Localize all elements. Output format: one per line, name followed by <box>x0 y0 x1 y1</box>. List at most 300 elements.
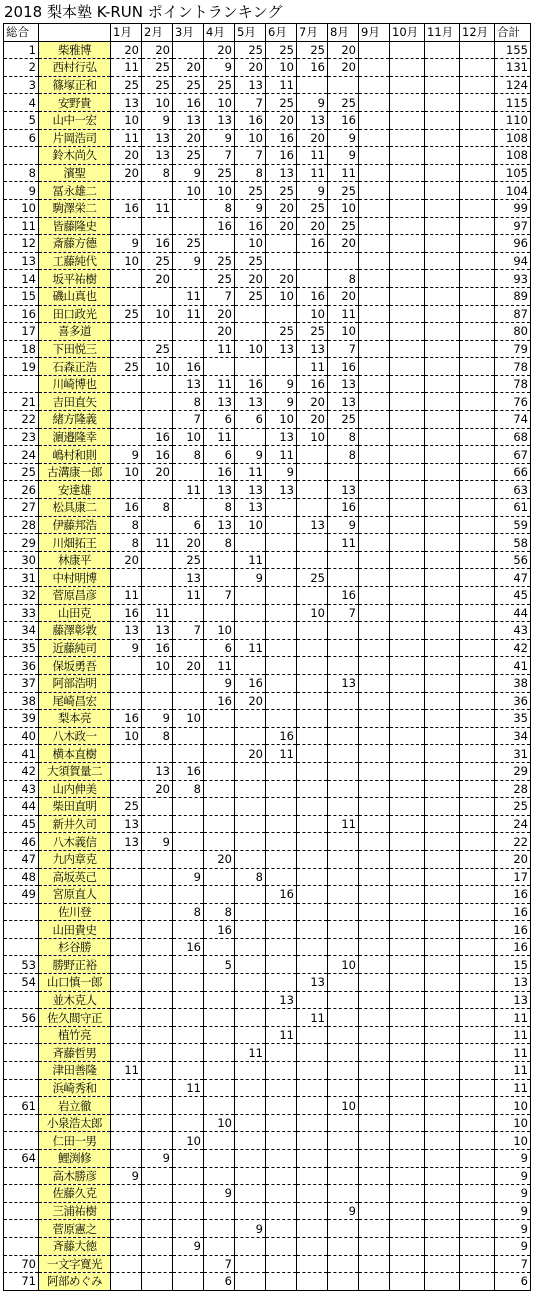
name-cell: 片岡浩司 <box>39 129 111 147</box>
total-cell: 56 <box>495 551 531 569</box>
month-points-cell <box>111 375 142 393</box>
month-points-cell: 11 <box>173 305 204 323</box>
month-points-cell: 6 <box>204 1273 235 1291</box>
month-points-cell <box>390 59 425 77</box>
month-points-cell <box>425 1150 460 1168</box>
month-points-cell <box>425 569 460 587</box>
month-points-cell <box>328 1185 359 1203</box>
month-points-cell <box>425 692 460 710</box>
column-header: 9月 <box>359 24 390 42</box>
month-points-cell: 16 <box>204 217 235 235</box>
month-points-cell <box>297 551 328 569</box>
month-points-cell: 13 <box>328 393 359 411</box>
month-points-cell <box>425 762 460 780</box>
month-points-cell <box>460 657 495 675</box>
month-points-cell <box>359 164 390 182</box>
month-points-cell <box>460 411 495 429</box>
month-points-cell: 13 <box>111 622 142 640</box>
month-points-cell <box>235 1202 266 1220</box>
month-points-cell <box>425 340 460 358</box>
month-points-cell <box>111 1132 142 1150</box>
month-points-cell <box>359 1097 390 1115</box>
month-points-cell <box>390 991 425 1009</box>
name-cell: 高木勝彦 <box>39 1167 111 1185</box>
month-points-cell <box>297 956 328 974</box>
month-points-cell: 25 <box>266 94 297 112</box>
month-points-cell: 13 <box>235 481 266 499</box>
month-points-cell <box>328 252 359 270</box>
rank-cell: 45 <box>4 815 39 833</box>
rank-cell: 41 <box>4 745 39 763</box>
month-points-cell: 16 <box>235 111 266 129</box>
month-points-cell <box>460 1026 495 1044</box>
total-cell: 96 <box>495 235 531 253</box>
table-row <box>4 710 531 728</box>
month-points-cell <box>425 815 460 833</box>
month-points-cell: 9 <box>235 1220 266 1238</box>
name-cell: 川畑拓王 <box>39 534 111 552</box>
total-cell: 9 <box>495 1167 531 1185</box>
month-points-cell <box>235 1150 266 1168</box>
total-cell: 38 <box>495 674 531 692</box>
month-points-cell: 13 <box>266 991 297 1009</box>
total-cell: 16 <box>495 903 531 921</box>
rank-cell <box>4 1237 39 1255</box>
rank-cell: 4 <box>4 94 39 112</box>
month-points-cell <box>460 59 495 77</box>
month-points-cell <box>425 1114 460 1132</box>
month-points-cell: 10 <box>328 199 359 217</box>
month-points-cell <box>266 1079 297 1097</box>
month-points-cell: 16 <box>204 463 235 481</box>
month-points-cell <box>390 674 425 692</box>
month-points-cell <box>460 1185 495 1203</box>
name-cell: 佐川登 <box>39 903 111 921</box>
month-points-cell: 11 <box>173 481 204 499</box>
month-points-cell <box>359 59 390 77</box>
rank-cell: 37 <box>4 674 39 692</box>
name-cell: 横本直樹 <box>39 745 111 763</box>
table-row <box>4 1062 531 1080</box>
month-points-cell <box>425 1079 460 1097</box>
month-points-cell: 25 <box>173 551 204 569</box>
month-points-cell <box>142 850 173 868</box>
month-points-cell <box>425 780 460 798</box>
table-row <box>4 1114 531 1132</box>
month-points-cell <box>297 674 328 692</box>
month-points-cell <box>204 815 235 833</box>
table-row <box>4 199 531 217</box>
month-points-cell: 11 <box>111 1062 142 1080</box>
month-points-cell: 16 <box>235 217 266 235</box>
month-points-cell <box>425 921 460 939</box>
month-points-cell <box>460 815 495 833</box>
month-points-cell <box>142 551 173 569</box>
month-points-cell <box>328 833 359 851</box>
month-points-cell <box>142 1255 173 1273</box>
column-header: 1月 <box>111 24 142 42</box>
month-points-cell <box>460 340 495 358</box>
name-cell: 宮原直人 <box>39 886 111 904</box>
month-points-cell <box>235 428 266 446</box>
table-row <box>4 956 531 974</box>
column-header: 10月 <box>390 24 425 42</box>
name-cell: 松具康二 <box>39 499 111 517</box>
month-points-cell: 20 <box>142 463 173 481</box>
month-points-cell <box>359 921 390 939</box>
month-points-cell <box>460 850 495 868</box>
month-points-cell <box>425 1132 460 1150</box>
month-points-cell <box>297 903 328 921</box>
month-points-cell <box>460 463 495 481</box>
month-points-cell: 25 <box>235 287 266 305</box>
name-cell: 柴雅博 <box>39 41 111 59</box>
month-points-cell: 7 <box>204 587 235 605</box>
month-points-cell: 8 <box>235 164 266 182</box>
month-points-cell <box>111 974 142 992</box>
month-points-cell <box>297 1202 328 1220</box>
month-points-cell: 8 <box>142 499 173 517</box>
month-points-cell <box>328 868 359 886</box>
total-cell: 34 <box>495 727 531 745</box>
month-points-cell <box>328 76 359 94</box>
month-points-cell: 13 <box>173 375 204 393</box>
month-points-cell <box>173 463 204 481</box>
month-points-cell: 11 <box>235 639 266 657</box>
month-points-cell <box>359 551 390 569</box>
month-points-cell: 25 <box>328 94 359 112</box>
table-row <box>4 815 531 833</box>
month-points-cell <box>390 1062 425 1080</box>
month-points-cell <box>142 1009 173 1027</box>
month-points-cell <box>204 1202 235 1220</box>
month-points-cell <box>425 903 460 921</box>
month-points-cell <box>390 393 425 411</box>
month-points-cell <box>297 1220 328 1238</box>
month-points-cell: 16 <box>235 674 266 692</box>
month-points-cell <box>328 745 359 763</box>
name-cell: 大須賀量二 <box>39 762 111 780</box>
name-cell: 安野貴 <box>39 94 111 112</box>
total-cell: 97 <box>495 217 531 235</box>
total-cell: 24 <box>495 815 531 833</box>
month-points-cell: 16 <box>266 129 297 147</box>
table-row <box>4 780 531 798</box>
month-points-cell <box>460 323 495 341</box>
month-points-cell: 25 <box>297 41 328 59</box>
month-points-cell <box>460 956 495 974</box>
month-points-cell: 10 <box>328 1097 359 1115</box>
month-points-cell: 11 <box>328 305 359 323</box>
table-row <box>4 446 531 464</box>
month-points-cell: 20 <box>266 217 297 235</box>
month-points-cell <box>460 1255 495 1273</box>
month-points-cell <box>297 886 328 904</box>
month-points-cell <box>142 1026 173 1044</box>
month-points-cell: 8 <box>173 903 204 921</box>
month-points-cell: 20 <box>173 657 204 675</box>
month-points-cell <box>460 1114 495 1132</box>
month-points-cell <box>390 639 425 657</box>
month-points-cell <box>204 1237 235 1255</box>
rank-cell: 56 <box>4 1009 39 1027</box>
month-points-cell <box>425 1237 460 1255</box>
month-points-cell <box>460 1132 495 1150</box>
month-points-cell <box>204 235 235 253</box>
name-cell: 山田克 <box>39 604 111 622</box>
total-cell: 58 <box>495 534 531 552</box>
month-points-cell <box>390 270 425 288</box>
month-points-cell: 25 <box>328 411 359 429</box>
month-points-cell: 25 <box>297 199 328 217</box>
month-points-cell <box>460 516 495 534</box>
rank-cell: 35 <box>4 639 39 657</box>
name-cell: 川崎博也 <box>39 375 111 393</box>
rank-cell: 5 <box>4 111 39 129</box>
month-points-cell: 13 <box>204 393 235 411</box>
rank-cell: 24 <box>4 446 39 464</box>
table-row <box>4 903 531 921</box>
total-cell: 16 <box>495 886 531 904</box>
month-points-cell <box>359 129 390 147</box>
month-points-cell <box>359 587 390 605</box>
month-points-cell: 13 <box>266 340 297 358</box>
month-points-cell: 10 <box>142 657 173 675</box>
table-row <box>4 1009 531 1027</box>
rank-cell <box>4 938 39 956</box>
month-points-cell: 20 <box>173 59 204 77</box>
month-points-cell: 9 <box>111 1167 142 1185</box>
total-cell: 110 <box>495 111 531 129</box>
month-points-cell <box>142 745 173 763</box>
month-points-cell <box>173 1273 204 1291</box>
month-points-cell <box>359 780 390 798</box>
month-points-cell <box>460 1202 495 1220</box>
rank-cell: 32 <box>4 587 39 605</box>
rank-cell: 6 <box>4 129 39 147</box>
month-points-cell <box>359 1132 390 1150</box>
month-points-cell <box>204 780 235 798</box>
month-points-cell <box>266 604 297 622</box>
table-row <box>4 639 531 657</box>
table-row <box>4 938 531 956</box>
rank-cell: 27 <box>4 499 39 517</box>
month-points-cell: 9 <box>142 833 173 851</box>
month-points-cell: 10 <box>204 622 235 640</box>
month-points-cell <box>111 393 142 411</box>
month-points-cell <box>359 850 390 868</box>
month-points-cell <box>111 850 142 868</box>
month-points-cell <box>142 516 173 534</box>
month-points-cell: 11 <box>297 358 328 376</box>
month-points-cell <box>390 551 425 569</box>
month-points-cell: 11 <box>173 1079 204 1097</box>
month-points-cell <box>460 938 495 956</box>
month-points-cell <box>235 1114 266 1132</box>
month-points-cell <box>204 1132 235 1150</box>
month-points-cell <box>359 499 390 517</box>
month-points-cell <box>173 1167 204 1185</box>
month-points-cell <box>173 850 204 868</box>
month-points-cell: 11 <box>173 587 204 605</box>
month-points-cell: 8 <box>142 164 173 182</box>
month-points-cell: 8 <box>235 868 266 886</box>
rank-cell: 28 <box>4 516 39 534</box>
month-points-cell <box>297 710 328 728</box>
month-points-cell: 9 <box>173 164 204 182</box>
month-points-cell: 7 <box>204 287 235 305</box>
month-points-cell: 6 <box>204 446 235 464</box>
month-points-cell <box>111 1026 142 1044</box>
month-points-cell <box>173 604 204 622</box>
month-points-cell <box>359 94 390 112</box>
month-points-cell <box>359 1026 390 1044</box>
month-points-cell <box>359 41 390 59</box>
column-header: 総合 <box>4 24 39 42</box>
month-points-cell <box>359 1273 390 1291</box>
table-row <box>4 850 531 868</box>
month-points-cell <box>142 886 173 904</box>
month-points-cell: 16 <box>173 94 204 112</box>
month-points-cell <box>235 991 266 1009</box>
month-points-cell: 13 <box>328 481 359 499</box>
month-points-cell <box>328 1237 359 1255</box>
total-cell: 25 <box>495 798 531 816</box>
month-points-cell <box>390 798 425 816</box>
month-points-cell: 25 <box>204 270 235 288</box>
total-cell: 10 <box>495 1132 531 1150</box>
month-points-cell <box>359 1062 390 1080</box>
month-points-cell: 13 <box>142 147 173 165</box>
month-points-cell: 20 <box>204 41 235 59</box>
table-row <box>4 147 531 165</box>
month-points-cell: 25 <box>142 340 173 358</box>
month-points-cell <box>425 745 460 763</box>
month-points-cell <box>142 1114 173 1132</box>
month-points-cell: 8 <box>111 534 142 552</box>
month-points-cell <box>425 199 460 217</box>
month-points-cell: 20 <box>235 270 266 288</box>
total-cell: 9 <box>495 1150 531 1168</box>
month-points-cell <box>111 1185 142 1203</box>
month-points-cell <box>359 886 390 904</box>
month-points-cell <box>359 1114 390 1132</box>
month-points-cell <box>297 938 328 956</box>
month-points-cell <box>328 886 359 904</box>
month-points-cell <box>266 1202 297 1220</box>
month-points-cell <box>425 674 460 692</box>
month-points-cell <box>297 798 328 816</box>
month-points-cell <box>460 375 495 393</box>
month-points-cell <box>142 1097 173 1115</box>
month-points-cell <box>297 534 328 552</box>
month-points-cell <box>204 1062 235 1080</box>
month-points-cell <box>425 850 460 868</box>
total-cell: 11 <box>495 1062 531 1080</box>
month-points-cell <box>111 1150 142 1168</box>
column-header: 6月 <box>266 24 297 42</box>
month-points-cell <box>425 604 460 622</box>
total-cell: 43 <box>495 622 531 640</box>
total-cell: 108 <box>495 147 531 165</box>
name-cell: 佐久間守正 <box>39 1009 111 1027</box>
month-points-cell <box>266 499 297 517</box>
month-points-cell <box>460 270 495 288</box>
month-points-cell <box>425 428 460 446</box>
month-points-cell <box>390 516 425 534</box>
month-points-cell <box>142 323 173 341</box>
month-points-cell: 8 <box>328 270 359 288</box>
month-points-cell <box>390 1273 425 1291</box>
month-points-cell: 9 <box>328 1202 359 1220</box>
rank-cell: 13 <box>4 252 39 270</box>
name-cell: 津田善隆 <box>39 1062 111 1080</box>
month-points-cell <box>173 1026 204 1044</box>
rank-cell: 39 <box>4 710 39 728</box>
rank-cell: 16 <box>4 305 39 323</box>
month-points-cell: 16 <box>111 710 142 728</box>
month-points-cell <box>204 710 235 728</box>
month-points-cell <box>460 622 495 640</box>
table-row <box>4 1237 531 1255</box>
month-points-cell <box>425 147 460 165</box>
rank-cell: 3 <box>4 76 39 94</box>
month-points-cell: 11 <box>297 1009 328 1027</box>
month-points-cell <box>359 270 390 288</box>
month-points-cell: 8 <box>173 780 204 798</box>
month-points-cell <box>142 287 173 305</box>
month-points-cell <box>460 217 495 235</box>
month-points-cell <box>142 991 173 1009</box>
month-points-cell <box>297 1273 328 1291</box>
month-points-cell: 16 <box>328 499 359 517</box>
month-points-cell: 25 <box>266 323 297 341</box>
month-points-cell: 20 <box>111 41 142 59</box>
month-points-cell: 13 <box>173 569 204 587</box>
month-points-cell <box>266 710 297 728</box>
month-points-cell <box>297 850 328 868</box>
month-points-cell <box>390 182 425 200</box>
month-points-cell <box>460 1220 495 1238</box>
month-points-cell: 8 <box>204 199 235 217</box>
month-points-cell: 13 <box>297 340 328 358</box>
month-points-cell: 10 <box>142 305 173 323</box>
month-points-cell <box>460 1237 495 1255</box>
month-points-cell: 16 <box>204 921 235 939</box>
rank-cell <box>4 1132 39 1150</box>
month-points-cell <box>142 1185 173 1203</box>
month-points-cell <box>425 551 460 569</box>
month-points-cell <box>297 1132 328 1150</box>
month-points-cell <box>425 182 460 200</box>
name-cell: 下田悦三 <box>39 340 111 358</box>
total-cell: 9 <box>495 1237 531 1255</box>
month-points-cell <box>297 622 328 640</box>
table-row <box>4 217 531 235</box>
month-points-cell: 13 <box>204 481 235 499</box>
name-cell: 菅原昌彦 <box>39 587 111 605</box>
month-points-cell <box>359 815 390 833</box>
month-points-cell <box>204 1150 235 1168</box>
month-points-cell: 8 <box>173 446 204 464</box>
month-points-cell <box>328 692 359 710</box>
month-points-cell: 20 <box>204 305 235 323</box>
name-cell: 工藤純代 <box>39 252 111 270</box>
month-points-cell <box>460 164 495 182</box>
name-cell: 菅原憲之 <box>39 1220 111 1238</box>
month-points-cell: 13 <box>111 833 142 851</box>
month-points-cell: 6 <box>204 639 235 657</box>
